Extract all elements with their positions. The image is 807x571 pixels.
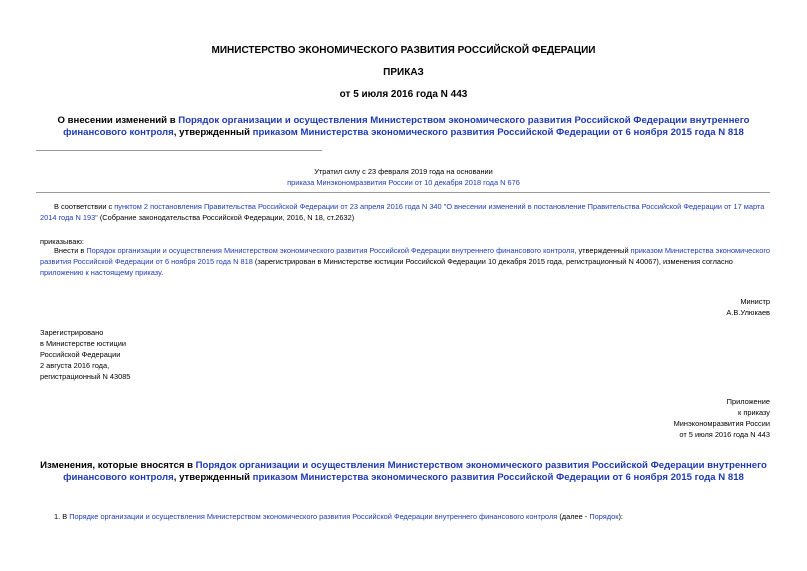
signature-name: А.В.Улюкаев [726, 308, 770, 317]
status-note-link[interactable]: приказа Минэкономразвития России от 10 декабря 2018 года N 676 [287, 178, 520, 187]
registration-line: регистрационный N 43085 [40, 372, 131, 381]
item-1-paragraph [40, 511, 770, 522]
signature-title: Министр [740, 297, 770, 306]
appendix-line: Приложение [726, 397, 770, 406]
order-text: . [161, 268, 164, 277]
doc-title-procedure-link[interactable]: Порядок организации и осуществления Министерством экономического развития Российской Федерации внутреннего финансового контроля [63, 115, 750, 138]
preamble-paragraph [40, 201, 770, 223]
registration-line: 2 августа 2016 года, [40, 361, 110, 370]
order-label: приказываю: [40, 237, 84, 246]
item-1-text: ): [618, 512, 623, 521]
divider-top [36, 150, 322, 151]
order-appendix-link[interactable]: приложению к настоящему приказу [40, 268, 162, 277]
order-prikaz-link[interactable]: приказом Министерства экономического развития Российской Федерации от 6 ноября 2015 года N 818 [40, 246, 770, 266]
item-1-poryadok-link[interactable]: Порядок [589, 512, 619, 521]
changes-title [40, 460, 767, 484]
doc-title-text: , утвержденный [173, 127, 253, 138]
divider-bottom [36, 192, 770, 193]
order-procedure-link[interactable]: Порядок организации и осуществления Министерством экономического развития Российской Федерации внутреннего финансового контроля [86, 246, 575, 255]
order-text: , утвержденный [574, 246, 631, 255]
appendix-line: от 5 июля 2016 года N 443 [679, 430, 770, 439]
appendix-block [500, 396, 770, 440]
appendix-line: к приказу [738, 408, 770, 417]
ministry-heading: МИНИСТЕРСТВО ЭКОНОМИЧЕСКОГО РАЗВИТИЯ РОССИЙСКОЙ ФЕДЕРАЦИИ [211, 45, 596, 56]
registration-line: в Министерстве юстиции [40, 339, 127, 348]
order-text: (зарегистрирован в Министерстве юстиции Российской Федерации 10 декабря 2015 года, регистрационный N 40067), изменения согласно [252, 257, 733, 266]
registration-line: Российской Федерации [40, 350, 121, 359]
doc-date-number: от 5 июля 2016 года N 443 [339, 89, 468, 100]
item-1-procedure-link[interactable]: Порядке организации и осуществления Министерством экономического развития Российской Федерации внутреннего финансового контроля [69, 512, 558, 521]
doc-title-order-link[interactable]: приказом Министерства экономического развития Российской Федерации от 6 ноября 2015 года N 818 [252, 127, 744, 138]
preamble-resolution-link[interactable]: пунктом 2 постановления Правительства Российской Федерации от 23 апреля 2016 года N 340 "О внесении изменений в постановление Правительства Российской Федерации от 17 марта 2014 года N 193" [40, 202, 765, 222]
preamble-text: В соответствии с [54, 202, 115, 211]
registration-block [40, 327, 290, 382]
order-paragraph [40, 245, 770, 278]
status-note-line: Утратил силу с 23 февраля 2019 года на основании [314, 167, 493, 176]
registration-line: Зарегистрировано [40, 328, 104, 337]
doc-title [40, 115, 767, 139]
appendix-line: Минэкономразвития России [673, 419, 770, 428]
item-1-text: (далее - [557, 512, 590, 521]
changes-title-order-link[interactable]: приказом Министерства экономического развития Российской Федерации от 6 ноября 2015 года N 818 [252, 472, 744, 483]
doc-title-text: О внесении изменений в [57, 115, 179, 126]
item-1-text: 1. В [54, 512, 70, 521]
changes-title-text: Изменения, которые вносятся в [40, 460, 196, 471]
changes-title-text: , утвержденный [173, 472, 253, 483]
doc-type-heading: ПРИКАЗ [383, 67, 424, 78]
preamble-text: (Собрание законодательства Российской Федерации, 2016, N 18, ст.2632) [97, 213, 355, 222]
changes-title-procedure-link[interactable]: Порядок организации и осуществления Министерством экономического развития Российской Федерации внутреннего финансового контроля [63, 460, 767, 483]
order-text: Внести в [54, 246, 87, 255]
